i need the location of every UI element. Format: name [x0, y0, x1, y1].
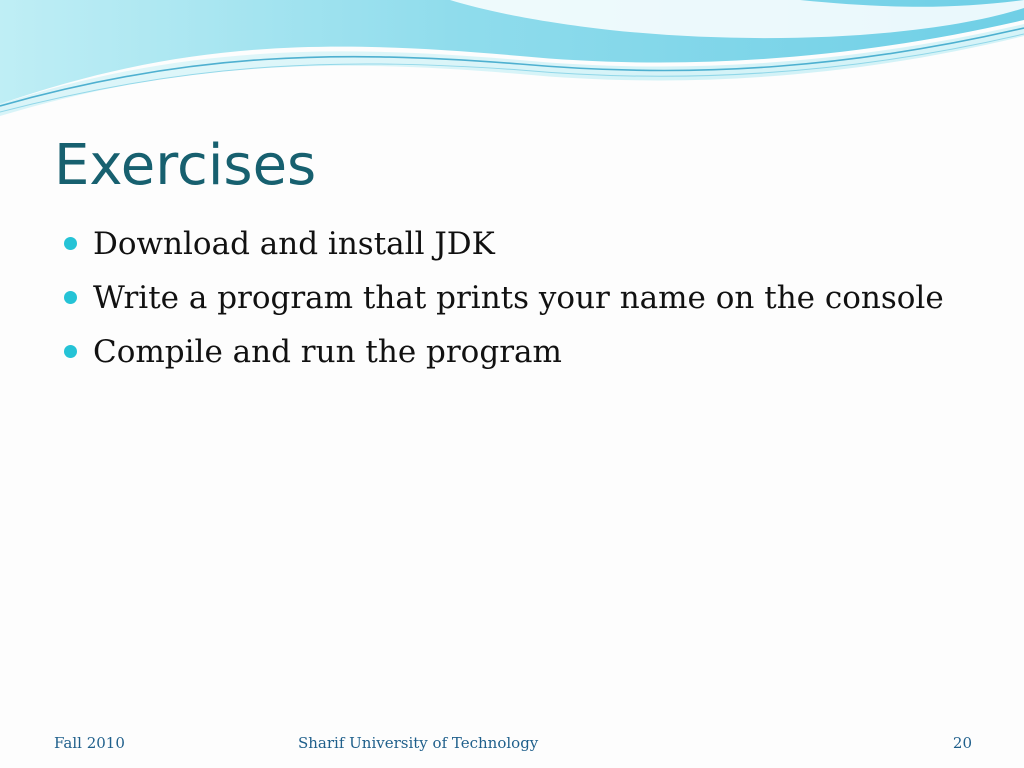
- slide-title: Exercises: [54, 133, 317, 198]
- header-wave-decoration: [0, 0, 1024, 130]
- bullet-item: [62, 220, 944, 274]
- bullet-text: Write a program that prints your name on the console: [93, 280, 944, 316]
- footer-organization: Sharif University of Technology: [298, 734, 539, 752]
- bullet-list: [62, 220, 944, 382]
- bullet-item: [62, 328, 944, 382]
- footer-date: Fall 2010: [54, 734, 125, 752]
- bullet-text: Download and install JDK: [93, 226, 495, 262]
- bullet-item: [62, 274, 944, 328]
- bullet-text: Compile and run the program: [93, 334, 562, 370]
- bullet-dot-icon: [64, 237, 77, 250]
- bullet-dot-icon: [64, 345, 77, 358]
- bullet-dot-icon: [64, 291, 77, 304]
- footer-page-number: 20: [952, 734, 972, 752]
